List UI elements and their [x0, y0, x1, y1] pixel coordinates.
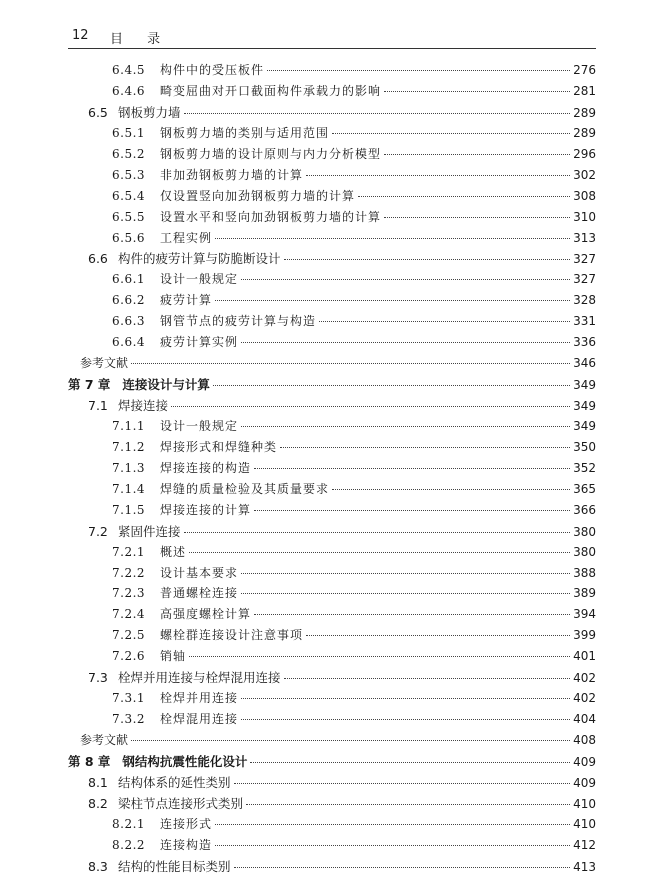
toc-subsection-row[interactable]: [68, 584, 596, 605]
dot-leader: [254, 468, 570, 469]
toc-entry-page: 349: [573, 399, 596, 413]
toc-chapter-row[interactable]: [68, 752, 596, 773]
toc-entry-page: 310: [573, 209, 596, 224]
toc-entry-number: 7.2.5: [112, 628, 146, 643]
dot-leader: [215, 238, 570, 239]
page-header: [68, 24, 596, 49]
toc-entry-number: 6.6.4: [112, 335, 146, 350]
toc-entry-title: 结构的性能目标类别: [118, 858, 231, 874]
toc-entry-title: 焊接形式和焊缝种类: [160, 439, 278, 454]
dot-leader: [332, 489, 570, 490]
dot-leader: [332, 133, 570, 134]
toc-entry-label: [68, 752, 247, 770]
toc-subsection-row[interactable]: [68, 836, 596, 857]
toc-entry-page: 302: [573, 167, 596, 182]
toc-entry-number: 7.2.3: [112, 586, 146, 601]
toc-entry-label: [112, 270, 238, 287]
toc-entry-number: 7.3.2: [112, 712, 146, 727]
toc-entry-label: [112, 438, 277, 455]
toc-entry-page: 394: [573, 607, 596, 622]
toc-entry-number: 6.6.3: [112, 314, 146, 329]
dot-leader: [213, 385, 570, 386]
toc-entry-title: 工程实例: [160, 230, 213, 245]
toc-entry-title: 焊接连接: [118, 398, 169, 413]
dot-leader: [254, 510, 570, 511]
toc-entry-label: [112, 584, 238, 601]
toc-entry-title: 连接构造: [160, 837, 213, 852]
toc-section-row[interactable]: [68, 773, 596, 794]
dot-leader: [241, 593, 570, 594]
toc-entry-number: 7.3.1: [112, 691, 146, 706]
toc-entry-label: [112, 815, 212, 832]
toc-entry-page: 408: [573, 733, 596, 747]
toc-subsection-row[interactable]: [68, 61, 596, 82]
toc-entry-label: [112, 312, 316, 329]
toc-subsection-row[interactable]: [68, 124, 596, 145]
toc-entry-number: 6.4.5: [112, 63, 146, 77]
toc-entry-number: 第 7 章: [68, 377, 111, 393]
dot-leader: [384, 91, 570, 92]
toc-entry-label: [112, 229, 212, 246]
toc-entry-page: 380: [573, 544, 596, 559]
toc-entry-page: 349: [573, 378, 596, 393]
toc-entry-number: 7.1.1: [112, 418, 146, 433]
toc-chapter-row[interactable]: [68, 375, 596, 396]
toc-entry-page: 327: [573, 252, 596, 267]
toc-subsection-row[interactable]: [68, 710, 596, 731]
toc-entry-label: [88, 668, 281, 686]
toc-entry-title: 设计基本要求: [160, 565, 239, 580]
toc-entry-title: 钢管节点的疲劳计算与构造: [160, 314, 317, 329]
toc-entry-label: [112, 145, 381, 162]
dot-leader: [384, 154, 570, 155]
toc-entry-page: 404: [573, 712, 596, 727]
toc-references-row[interactable]: [68, 731, 596, 752]
toc-entry-label: [112, 459, 251, 476]
dot-leader: [241, 573, 570, 574]
toc-subsection-row[interactable]: [68, 208, 596, 229]
dot-leader: [241, 698, 570, 699]
toc-entry-page: 328: [573, 293, 596, 308]
toc-entry-label: [112, 333, 238, 350]
toc-entry-title: 参考文献: [80, 356, 129, 371]
toc-subsection-row[interactable]: [68, 438, 596, 459]
toc-entry-title: 畸变屈曲对开口截面构件承载力的影响: [160, 83, 382, 98]
toc-entry-title: 钢结构抗震性能化设计: [122, 753, 248, 769]
dot-leader: [131, 740, 570, 741]
toc-entry-label: [112, 626, 303, 643]
toc-entry-title: 设计一般规定: [160, 418, 239, 433]
toc-subsection-row[interactable]: [68, 480, 596, 501]
toc-subsection-row[interactable]: [68, 543, 596, 564]
table-of-contents: [68, 61, 596, 878]
toc-section-row[interactable]: [68, 103, 596, 124]
toc-entry-number: 7.2: [88, 523, 108, 539]
dot-leader: [189, 656, 570, 657]
dot-leader: [254, 614, 570, 615]
toc-subsection-row[interactable]: [68, 647, 596, 668]
toc-subsection-row[interactable]: [68, 82, 596, 103]
toc-entry-page: 289: [573, 125, 596, 140]
toc-entry-number: 8.2.2: [112, 837, 146, 852]
dot-leader: [384, 217, 570, 218]
toc-entry-title: 钢板剪力墙的设计原则与内力分析模型: [160, 146, 382, 161]
toc-entry-label: [112, 543, 186, 560]
toc-entry-label: [80, 731, 128, 748]
toc-entry-label: [88, 773, 231, 791]
toc-entry-page: 350: [573, 439, 596, 454]
toc-entry-title: 连接设计与计算: [122, 377, 210, 393]
toc-entry-number: 7.1: [88, 398, 108, 413]
toc-entry-page: 289: [573, 105, 596, 120]
toc-entry-page: 401: [573, 649, 596, 664]
toc-entry-label: [88, 249, 281, 267]
toc-entry-page: 336: [573, 335, 596, 350]
toc-section-row[interactable]: [68, 668, 596, 689]
dot-leader: [215, 300, 570, 301]
dot-leader: [246, 804, 570, 805]
toc-subsection-row[interactable]: [68, 291, 596, 312]
toc-subsection-row[interactable]: [68, 564, 596, 585]
dot-leader: [184, 113, 571, 114]
toc-entry-number: 6.6.1: [112, 272, 146, 287]
toc-entry-label: [112, 417, 238, 434]
toc-entry-page: 409: [573, 754, 596, 769]
toc-entry-page: 331: [573, 314, 596, 329]
toc-entry-title: 销轴: [160, 649, 187, 664]
toc-subsection-row[interactable]: [68, 626, 596, 647]
toc-entry-label: [112, 689, 238, 706]
toc-subsection-row[interactable]: [68, 815, 596, 836]
toc-entry-label: [112, 836, 212, 853]
dot-leader: [215, 824, 570, 825]
toc-entry-page: 380: [573, 524, 596, 539]
toc-entry-page: 402: [573, 671, 596, 686]
toc-entry-title: 构件中的受压板件: [160, 63, 265, 77]
toc-entry-number: 6.4.6: [112, 83, 146, 98]
toc-entry-title: 焊接连接的计算: [160, 502, 252, 517]
toc-section-row[interactable]: [68, 522, 596, 543]
toc-subsection-row[interactable]: [68, 689, 596, 710]
toc-entry-title: 连接形式: [160, 816, 213, 831]
toc-entry-title: 概述: [160, 544, 187, 559]
toc-entry-page: 413: [573, 859, 596, 874]
toc-entry-label: [112, 291, 212, 308]
toc-subsection-row[interactable]: [68, 605, 596, 626]
toc-entry-page: 365: [573, 481, 596, 496]
toc-entry-label: [112, 480, 329, 497]
toc-entry-title: 普通螺栓连接: [160, 586, 239, 601]
dot-leader: [215, 845, 570, 846]
toc-subsection-row[interactable]: [68, 459, 596, 480]
toc-entry-page: 399: [573, 628, 596, 643]
toc-entry-number: 7.1.4: [112, 481, 146, 496]
toc-entry-label: [112, 501, 251, 518]
toc-entry-number: 6.6.2: [112, 293, 146, 308]
toc-entry-number: 第 8 章: [68, 753, 111, 769]
toc-entry-number: 7.2.2: [112, 565, 146, 580]
toc-entry-title: 参考文献: [80, 733, 129, 747]
toc-entry-page: 281: [573, 83, 596, 98]
toc-entry-title: 设计一般规定: [160, 272, 239, 287]
toc-subsection-row[interactable]: [68, 312, 596, 333]
page-number: 12: [72, 28, 89, 43]
toc-section-row[interactable]: [68, 857, 596, 878]
toc-entry-title: 疲劳计算: [160, 293, 213, 308]
toc-subsection-row[interactable]: [68, 166, 596, 187]
toc-entry-page: 366: [573, 502, 596, 517]
toc-entry-title: 构件的疲劳计算与防脆断设计: [118, 251, 281, 267]
toc-entry-label: [112, 605, 251, 622]
dot-leader: [284, 259, 571, 260]
toc-entry-title: 高强度螺栓计算: [160, 607, 252, 622]
toc-entry-page: 412: [573, 837, 596, 852]
dot-leader: [184, 532, 571, 533]
toc-entry-number: 7.2.4: [112, 607, 146, 622]
toc-entry-number: 6.5.6: [112, 230, 146, 245]
toc-entry-page: 327: [573, 272, 596, 287]
dot-leader: [306, 175, 570, 176]
dot-leader: [267, 70, 570, 71]
toc-entry-label: [112, 647, 186, 664]
dot-leader: [358, 196, 570, 197]
toc-entry-label: [112, 208, 381, 225]
toc-entry-number: 7.3: [88, 670, 108, 686]
dot-leader: [131, 363, 570, 364]
toc-entry-page: 402: [573, 691, 596, 706]
toc-entry-title: 仅设置竖向加劲钢板剪力墙的计算: [160, 188, 356, 203]
toc-entry-title: 栓焊并用连接与栓焊混用连接: [118, 670, 281, 686]
toc-entry-number: 6.5: [88, 104, 108, 120]
toc-entry-title: 焊接连接的构造: [160, 460, 252, 475]
toc-entry-label: [80, 354, 128, 371]
toc-entry-number: 6.6: [88, 251, 108, 267]
toc-section-row[interactable]: [68, 249, 596, 270]
toc-entry-title: 钢板剪力墙: [118, 104, 181, 120]
toc-subsection-row[interactable]: [68, 501, 596, 522]
toc-entry-title: 结构体系的延性类别: [118, 774, 231, 790]
toc-entry-number: 7.2.1: [112, 544, 146, 559]
toc-entry-title: 紧固件连接: [118, 523, 181, 539]
toc-entry-title: 螺栓群连接设计注意事项: [160, 628, 304, 643]
toc-entry-label: [112, 564, 238, 581]
toc-entry-title: 设置水平和竖向加劲钢板剪力墙的计算: [160, 209, 382, 224]
toc-subsection-row[interactable]: [68, 187, 596, 208]
dot-leader: [234, 783, 571, 784]
toc-entry-page: 346: [573, 356, 596, 371]
toc-entry-label: [88, 794, 243, 812]
toc-entry-label: [112, 187, 355, 204]
dot-leader: [171, 406, 570, 407]
page-title: 目 录: [110, 32, 171, 47]
toc-entry-title: 栓焊混用连接: [160, 712, 239, 727]
toc-subsection-row[interactable]: [68, 270, 596, 291]
toc-entry-label: [88, 857, 231, 875]
toc-entry-number: 6.5.2: [112, 146, 146, 161]
toc-entry-title: 栓焊并用连接: [160, 691, 239, 706]
toc-entry-label: [112, 61, 264, 78]
toc-entry-label: [88, 522, 181, 540]
toc-entry-page: 276: [573, 63, 596, 77]
toc-subsection-row[interactable]: [68, 333, 596, 354]
dot-leader: [234, 867, 571, 868]
toc-entry-number: 6.5.1: [112, 125, 146, 140]
dot-leader: [241, 426, 570, 427]
toc-entry-label: [112, 166, 303, 183]
dot-leader: [306, 635, 570, 636]
dot-leader: [241, 719, 570, 720]
toc-entry-page: 349: [573, 418, 596, 433]
toc-entry-number: 6.5.3: [112, 167, 146, 182]
toc-entry-number: 7.1.3: [112, 460, 146, 475]
dot-leader: [241, 342, 570, 343]
dot-leader: [319, 321, 570, 322]
toc-entry-number: 8.1: [88, 774, 108, 790]
toc-entry-number: 7.2.6: [112, 649, 146, 664]
dot-leader: [241, 279, 570, 280]
toc-entry-page: 388: [573, 565, 596, 580]
toc-entry-label: [112, 82, 381, 99]
toc-entry-page: 313: [573, 230, 596, 245]
toc-entry-number: 6.5.4: [112, 188, 146, 203]
toc-entry-number: 7.1.5: [112, 502, 146, 517]
toc-entry-page: 308: [573, 188, 596, 203]
toc-entry-page: 352: [573, 460, 596, 475]
toc-references-row[interactable]: [68, 354, 596, 375]
toc-entry-title: 疲劳计算实例: [160, 335, 239, 350]
toc-section-row[interactable]: [68, 396, 596, 417]
toc-entry-page: 389: [573, 586, 596, 601]
toc-subsection-row[interactable]: [68, 145, 596, 166]
toc-entry-page: 410: [573, 796, 596, 811]
dot-leader: [284, 678, 571, 679]
toc-entry-number: 8.2.1: [112, 816, 146, 831]
toc-entry-number: 7.1.2: [112, 439, 146, 454]
toc-entry-page: 410: [573, 816, 596, 831]
toc-subsection-row[interactable]: [68, 229, 596, 250]
toc-entry-title: 非加劲钢板剪力墙的计算: [160, 167, 304, 182]
toc-entry-title: 钢板剪力墙的类别与适用范围: [160, 125, 330, 140]
toc-entry-title: 梁柱节点连接形式类别: [118, 795, 244, 811]
toc-section-row[interactable]: [68, 794, 596, 815]
toc-entry-page: 409: [573, 775, 596, 790]
toc-entry-label: [88, 396, 168, 414]
toc-entry-number: 8.2: [88, 795, 108, 811]
toc-entry-label: [68, 375, 210, 393]
toc-entry-title: 焊缝的质量检验及其质量要求: [160, 481, 330, 496]
dot-leader: [250, 762, 570, 763]
toc-entry-label: [112, 710, 238, 727]
toc-entry-label: [88, 103, 181, 121]
toc-entry-page: 296: [573, 146, 596, 161]
toc-entry-label: [112, 124, 329, 141]
toc-entry-number: 6.5.5: [112, 209, 146, 224]
toc-entry-number: 8.3: [88, 858, 108, 874]
toc-subsection-row[interactable]: [68, 417, 596, 438]
dot-leader: [280, 447, 570, 448]
dot-leader: [189, 552, 570, 553]
